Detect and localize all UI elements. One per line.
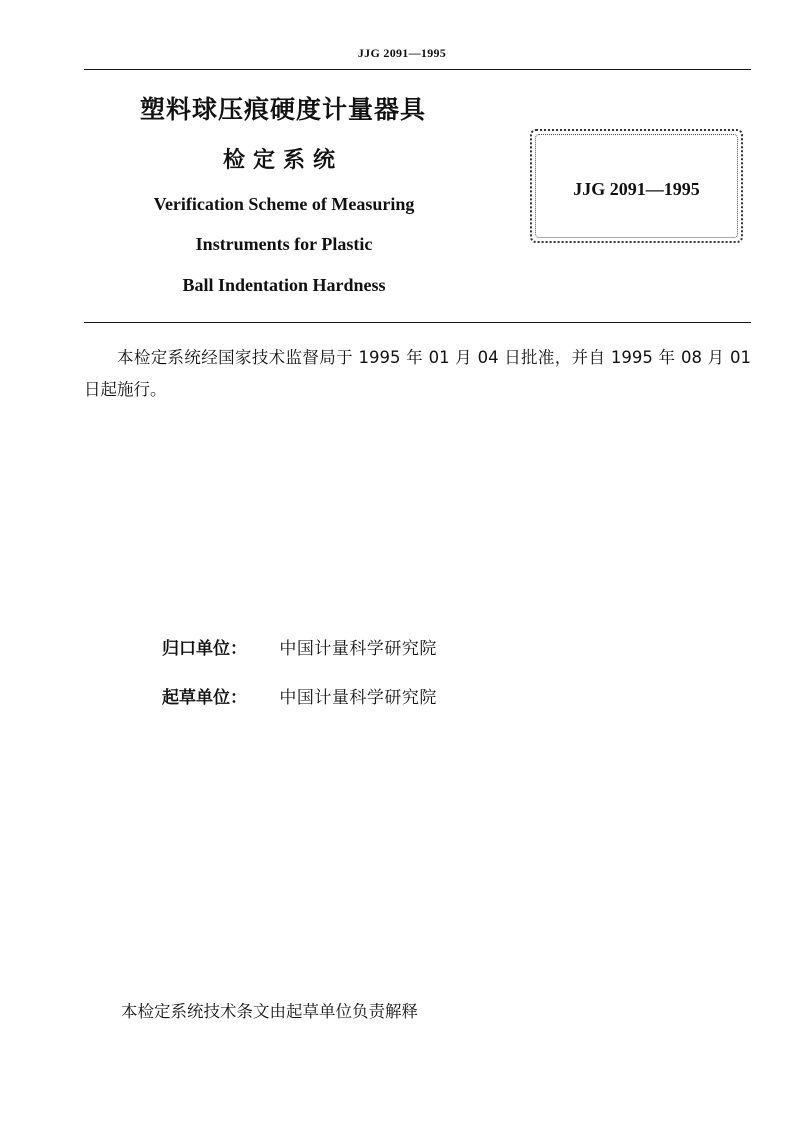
- title-chinese-line1: 塑料球压痕硬度计量器具: [139, 95, 426, 124]
- responsible-unit-value: 中国计量科学研究院: [279, 639, 437, 659]
- drafting-unit-row: [162, 683, 582, 708]
- responsible-unit-row: [162, 634, 582, 659]
- title-english-line3: Ball Indentation Hardness: [182, 275, 386, 295]
- approval-statement: 本检定系统经国家技术监督局于 1995 年 01 月 04 日批准，并自 1995 年 08 月 01 日起施行。: [84, 348, 751, 399]
- header-divider: [84, 69, 751, 70]
- standard-code-box: [530, 129, 743, 243]
- drafting-unit-value: 中国计量科学研究院: [279, 688, 437, 708]
- responsible-unit-label: 归口单位：: [162, 639, 247, 659]
- code-box-label: JJG 2091—1995: [573, 179, 700, 199]
- interpretation-note: 本检定系统技术条文由起草单位负责解释: [121, 1002, 418, 1021]
- title-divider: [84, 322, 751, 323]
- drafting-unit-label: 起草单位：: [162, 688, 247, 708]
- title-english-line1: Verification Scheme of Measuring: [153, 194, 415, 214]
- title-chinese-line2: 检定系统: [222, 148, 343, 173]
- header-standard-code: JJG 2091—1995: [357, 46, 447, 60]
- title-english-line2: Instruments for Plastic: [195, 234, 373, 254]
